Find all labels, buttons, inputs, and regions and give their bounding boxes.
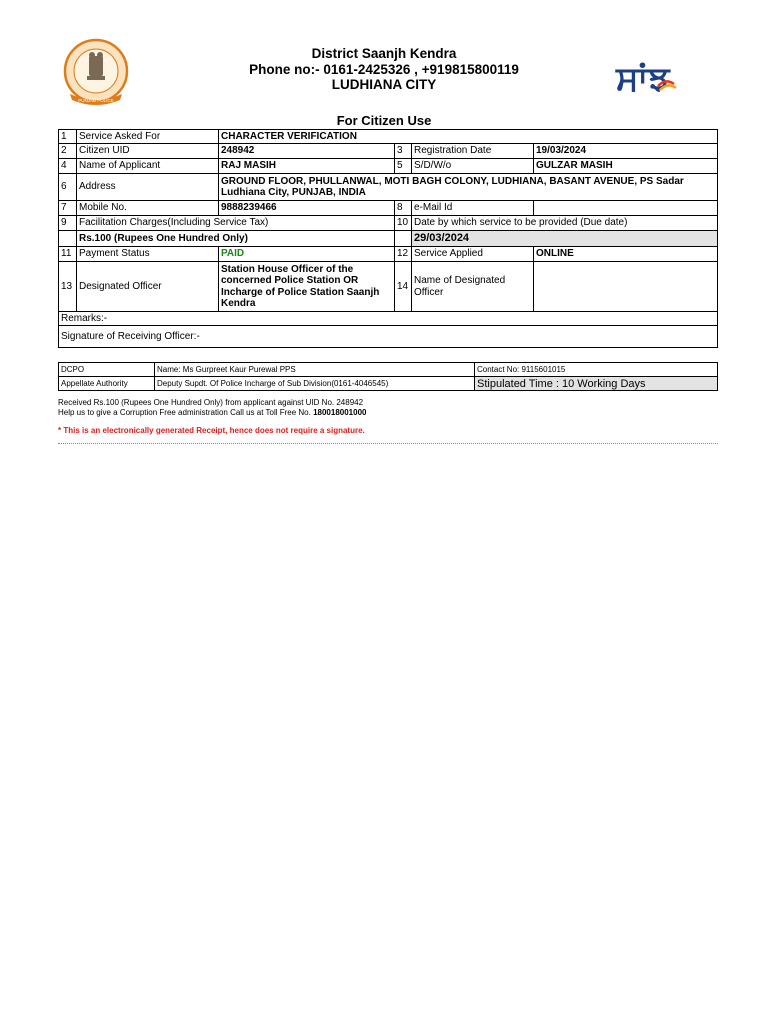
field-label: Service Asked For <box>77 130 219 144</box>
field-label: Date by which service to be provided (Due date) <box>412 216 718 231</box>
row-number: 9 <box>59 216 77 231</box>
electronic-receipt-note: * This is an electronically generated Receipt, hence does not require a signature. <box>58 426 365 435</box>
row-number <box>59 231 77 247</box>
appellate-label: Appellate Authority <box>59 377 155 391</box>
page-header <box>0 46 768 93</box>
section-title: For Citizen Use <box>336 113 432 128</box>
row-number: 12 <box>395 247 412 262</box>
table-row <box>59 326 718 348</box>
designated-officer-value: Station House Officer of the concerned Police Station OR Incharge of Police Station Saanjh Kendra <box>219 262 395 312</box>
dotted-divider <box>58 443 718 444</box>
payment-status-value: PAID <box>219 247 395 262</box>
field-label: Name of Designated Officer <box>412 262 534 312</box>
dcpo-contact: Contact No: 9115601015 <box>475 363 718 377</box>
registration-date-value: 19/03/2024 <box>534 144 718 159</box>
table-row <box>59 363 718 377</box>
due-date-value: 29/03/2024 <box>412 231 718 247</box>
authority-table <box>58 362 718 391</box>
dcpo-label: DCPO <box>59 363 155 377</box>
received-text: Received Rs.100 (Rupees One Hundred Only) from applicant against UID No. 248942 <box>58 398 364 407</box>
row-number: 14 <box>395 262 412 312</box>
field-label: Registration Date <box>412 144 534 159</box>
toll-free-number: 180018001000 <box>313 408 367 417</box>
stipulated-time: Stipulated Time : 10 Working Days <box>475 377 718 391</box>
mobile-value: 9888239466 <box>219 201 395 216</box>
row-number: 3 <box>395 144 412 159</box>
service-applied-value: ONLINE <box>534 247 718 262</box>
table-row <box>59 174 718 201</box>
field-label: Designated Officer <box>77 262 219 312</box>
table-row <box>59 159 718 174</box>
row-number: 7 <box>59 201 77 216</box>
row-number: 1 <box>59 130 77 144</box>
remarks-label: Remarks:- <box>59 312 718 326</box>
table-row <box>59 201 718 216</box>
table-row <box>59 247 718 262</box>
row-number: 10 <box>395 216 412 231</box>
designated-officer-name-value <box>534 262 718 312</box>
row-number: 4 <box>59 159 77 174</box>
field-label: Payment Status <box>77 247 219 262</box>
row-number: 5 <box>395 159 412 174</box>
table-row <box>59 312 718 326</box>
field-label: Service Applied <box>412 247 534 262</box>
row-number: 6 <box>59 174 77 201</box>
applicant-name-value: RAJ MASIH <box>219 159 395 174</box>
field-label: Facilitation Charges(Including Service Tax) <box>77 216 395 231</box>
office-phone: Phone no:- 0161-2425326 , +919815800119 <box>249 61 519 77</box>
svg-text:ਸਾਂਝ: ਸਾਂਝ <box>616 59 670 98</box>
service-details-table <box>58 129 718 348</box>
charges-value: Rs.100 (Rupees One Hundred Only) <box>77 231 395 247</box>
help-text: Help us to give a Corruption Free administration Call us at Toll Free No. <box>58 408 314 417</box>
row-number: 11 <box>59 247 77 262</box>
dcpo-name: Name: Ms Gurpreet Kaur Purewal PPS <box>155 363 475 377</box>
email-value <box>534 201 718 216</box>
address-value: GROUND FLOOR, PHULLANWAL, MOTI BAGH COLONY, LUDHIANA, BASANT AVENUE, PS Sadar Ludhiana City, PUNJAB, INDIA <box>219 174 718 201</box>
table-row <box>59 231 718 247</box>
service-asked-value: CHARACTER VERIFICATION <box>219 130 718 144</box>
row-number: 2 <box>59 144 77 159</box>
field-label: Address <box>77 174 219 201</box>
table-row <box>59 144 718 159</box>
help-line <box>58 408 366 418</box>
table-row <box>59 216 718 231</box>
relation-name-value: GULZAR MASIH <box>534 159 718 174</box>
appellate-value: Deputy Supdt. Of Police Incharge of Sub Division(0161-4046545) <box>155 377 475 391</box>
signature-label: Signature of Receiving Officer:- <box>59 326 718 348</box>
citizen-uid-value: 248942 <box>219 144 395 159</box>
row-number: 8 <box>395 201 412 216</box>
office-name: District Saanjh Kendra <box>311 46 457 61</box>
field-label: e-Mail Id <box>412 201 534 216</box>
row-number: 13 <box>59 262 77 312</box>
field-label: Citizen UID <box>77 144 219 159</box>
table-row <box>59 377 718 391</box>
row-number <box>395 231 412 247</box>
svg-text:PUNJAB POLICE: PUNJAB POLICE <box>78 98 114 103</box>
field-label: Name of Applicant <box>77 159 219 174</box>
field-label: S/D/W/o <box>412 159 534 174</box>
table-row <box>59 262 718 312</box>
table-row <box>59 130 718 144</box>
field-label: Mobile No. <box>77 201 219 216</box>
office-city: LUDHIANA CITY <box>331 77 437 92</box>
receipt-footer <box>58 398 366 418</box>
